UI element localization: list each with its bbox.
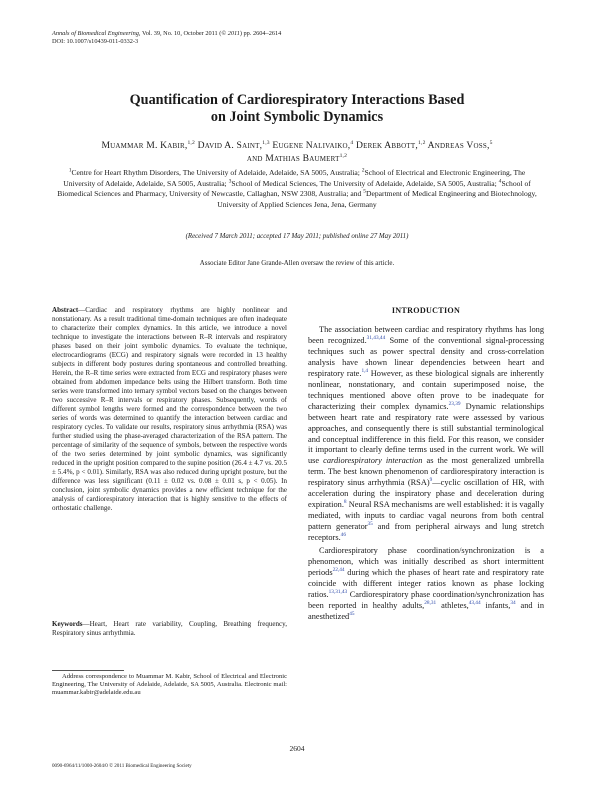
author-name: David A. Saint,	[195, 140, 263, 151]
text-run: infants,	[480, 600, 511, 610]
paragraph	[308, 546, 544, 623]
author-name: and Mathias Baumert	[246, 153, 340, 164]
volume-info: , Vol. 39, No. 10, October 2011 (	[138, 30, 222, 37]
citation-link[interactable]: 1,4	[361, 368, 369, 375]
article-title	[60, 92, 534, 126]
affil-marker: 2	[361, 167, 365, 174]
doi[interactable]: DOI: 10.1007/s10439-011-0332-3	[52, 38, 139, 45]
text-run: Cardiorespiratory phase coordination/synchronization has been reported in healthy adults,	[308, 589, 544, 610]
author-name: Muammar M. Kabir,	[101, 140, 188, 151]
affil-marker: 3	[228, 178, 232, 185]
footnote-divider	[52, 670, 124, 671]
affiliation-text: School of Medical Sciences, The University of Adelaide, Adelaide, SA 5005, Australia;	[231, 178, 499, 188]
text-run: and from peripheral airways and lung stretch receptors.	[308, 522, 544, 543]
abstract-text: —Cardiac and respiratory rhythms are highly nonlinear and nonstationary. As a result traditional time-domain techniques are often inadequate to characterize their complex dynamics. In this article, we introduce a novel technique to investigate the interactions between R–R intervals and respiratory phases based on their joint symbolic dynamics. To evaluate the technique, electrocardiograms (ECG) and respiratory signals were recorded in 13 healthy subjects in different body postures during spontaneous and controlled breathing. Herein, the R–R time series were extracted from ECG and respiratory phases were obtained from abdomen impedance belts using the Hilbert transform. Both time series were transformed into ternary symbol vectors based on the changes between two successive R–R intervals or respiratory phases. Subsequently, words of different symbol lengths were formed and the correspondence between the two series of words was determined to quantify the interaction between cardiac and respiratory cycles. To validate our results, respiratory sinus arrhythmia (RSA) was further studied using the phase-averaged characterization of the RSA pattern. The percentage of similarity of the sequence of symbols, between the respective words of the two series determined by joint symbolic dynamics, was significantly reduced in the upright position compared to the supine position (26.4 ± 4.7 vs. 20.5 ± 5.4%, p < 0.01). Similarly, RSA was also reduced during upright posture, but the difference was less significant (0.11 ± 0.02 vs. 0.08 ± 0.01 s, p < 0.05). In conclusion, joint symbolic dynamics provides a new efficient technique for the analysis of cardiorespiratory interaction that is highly sensitive to the effects of orthostatic challenge.	[52, 306, 287, 512]
text-run: as the most generalized umbrella term. The best known phenomenon of cardiorespiratory interaction is respiratory sinus arrhythmia (RSA)	[308, 456, 544, 488]
paragraph	[308, 325, 544, 544]
abstract-label: Abstract	[52, 306, 79, 314]
affiliation-text: School of Biomedical Sciences and Pharmacy, University of Newcastle, Callaghan, NSW 2308, Australia; and	[57, 178, 531, 199]
keywords-label: Keywords	[52, 620, 83, 628]
citation-link[interactable]: 46	[340, 532, 346, 539]
emphasized-term: cardiorespiratory interaction	[323, 456, 423, 466]
author-list	[52, 139, 542, 165]
keywords-text: —Heart, Heart rate variability, Coupling, Breathing frequency, Respiratory sinus arrhythmia.	[52, 620, 287, 638]
abstract	[52, 306, 287, 513]
keywords	[52, 620, 287, 639]
affiliation-text: Department of Medical Engineering and Biotechnology, University of Applied Sciences Jena, Jena, Germany	[217, 189, 537, 209]
citation-link[interactable]: 45	[349, 611, 355, 617]
citation-link[interactable]: 13,31,43	[328, 589, 348, 596]
journal-name: Annals of Biomedical Engineering	[52, 30, 139, 37]
text-run: However, as these biological signals are inherently nonlinear, nonstationary, and contain superimposed noise, the techniques mentioned above often prove to be inadequate for characterizing their complex dynamics.	[308, 368, 544, 411]
author-name: Eugene Nalivaiko,	[269, 140, 351, 151]
correspondence-footnote: Address correspondence to Muammar M. Kabir, School of Electrical and Electronic Engineering, The University of Adelaide, Adelaide, SA 5005, Australia. Electronic mail: muammar.kabir@adelaide.edu.au	[52, 673, 287, 697]
author-affil-sup: 1,2	[417, 139, 426, 146]
text-run: during which the phases of heart rate and respiratory rate coincide with different integer ratios known as phase locking ratios.	[308, 567, 544, 599]
associate-editor-note: Associate Editor Jane Grande-Allen oversaw the review of this article.	[199, 260, 395, 267]
text-run: —cyclic oscillation of HR, with acceleration during the inspiratory phase and deceleration during expiration.	[308, 478, 545, 510]
citation-link[interactable]: 8	[343, 499, 347, 506]
title-line-2: on Joint Symbolic Dynamics	[210, 109, 384, 125]
journal-header	[52, 30, 281, 38]
page-range: ) pp. 2604–2614	[239, 30, 282, 37]
author-name: Derek Abbott,	[353, 140, 418, 151]
citation-link[interactable]: 35	[367, 521, 373, 528]
affiliation-text: School of Electrical and Electronic Engineering, The University of Adelaide, Adelaide, SA 5005, Australia;	[63, 168, 526, 188]
author-name: Andreas Voss,	[425, 140, 490, 151]
citation-link[interactable]: 9	[429, 477, 433, 484]
text-run: Some of the conventional signal-processing techniques such as power spectral density and cross-correlation analysis have shown linear dependencies between heart and respiratory rate.	[308, 335, 544, 378]
section-heading-introduction: INTRODUCTION	[391, 306, 461, 315]
author-affil-sup: 4	[350, 139, 354, 146]
affil-marker: 5	[363, 188, 367, 195]
citation-link[interactable]: 28,31	[424, 600, 437, 607]
affil-marker: 1	[68, 167, 72, 174]
affiliation-text: Centre for Heart Rhythm Disorders, The University of Adelaide, Adelaide, SA 5005, Australia;	[71, 168, 362, 177]
introduction-body	[308, 325, 544, 623]
title-line-1: Quantification of Cardiorespiratory Interactions Based	[129, 92, 465, 108]
publisher-line: 0090-6964/11/1000-2604/0 © 2011 Biomedical Engineering Society	[52, 763, 192, 769]
author-affil-sup: 1,3	[262, 139, 270, 146]
text-run: Dynamic relationships between heart rate and respiratory rate were assessed by various approaches, and consequently there is still substantial terminological and conceptual indifference in this field. For this reason, we consider it important to clearly define terms used in the current work. We will use	[308, 401, 544, 466]
citation-link[interactable]: 43,44	[468, 600, 481, 607]
citation-link[interactable]: 23,39	[448, 400, 461, 407]
citation-link[interactable]: 22,44	[332, 567, 345, 574]
page-number: 2604	[289, 744, 305, 753]
author-affil-sup: 5	[489, 139, 493, 146]
copyright-year: © 2011	[221, 30, 240, 37]
affiliations	[52, 168, 542, 210]
received-dates: (Received 7 March 2011; accepted 17 May 2011; published online 27 May 2011)	[185, 233, 409, 240]
text-run: athletes,	[436, 600, 469, 610]
text-run: Neural RSA mechanisms are well established: it is vagally mediated, with inputs to cardiac vagal neurons from both central pattern generator	[308, 500, 544, 532]
affil-marker: 4	[498, 178, 502, 185]
author-affil-sup: 1,2	[187, 139, 196, 146]
text-run: Cardiorespiratory phase coordination/synchronization is a phenomenon, which was initially described as short intermittent periods	[308, 546, 544, 577]
text-run: The association between cardiac and respiratory rhythms has long been recognized.	[308, 325, 544, 345]
text-run: and in anesthetized	[308, 600, 544, 621]
author-affil-sup: 1,2	[339, 152, 348, 159]
citation-link[interactable]: 34	[510, 600, 516, 607]
citation-link[interactable]: 31,43,44	[366, 335, 386, 342]
